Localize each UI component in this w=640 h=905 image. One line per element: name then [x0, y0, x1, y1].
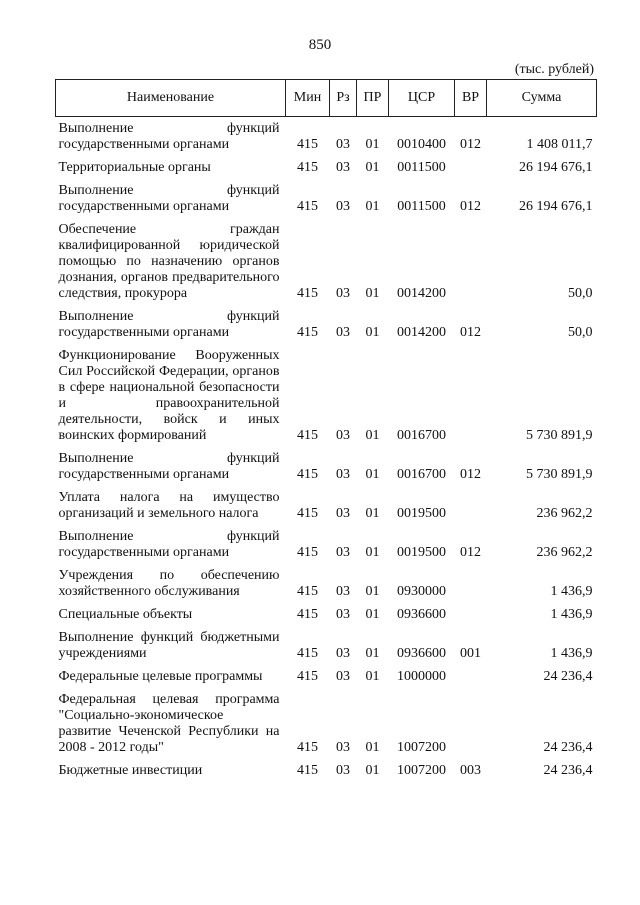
row-csr: 0014200	[397, 286, 446, 301]
table-row	[56, 756, 597, 779]
row-min: 415	[297, 160, 318, 175]
row-rz: 03	[336, 199, 350, 214]
header-min: Мин	[286, 80, 330, 117]
row-csr: 0014200	[397, 325, 446, 340]
row-pr: 01	[365, 740, 380, 755]
row-csr: 1007200	[397, 763, 446, 778]
table-header-row	[56, 80, 597, 117]
header-rz: Рз	[330, 80, 357, 117]
table-row	[56, 600, 597, 623]
header-vr: ВР	[455, 80, 487, 117]
header-sum: Сумма	[487, 80, 597, 117]
row-name: Федеральные целевые программы	[58, 669, 263, 684]
row-vr	[455, 662, 487, 685]
row-pr: 01	[365, 584, 380, 599]
row-sum: 1 436,9	[550, 646, 593, 661]
row-csr: 0019500	[397, 545, 446, 560]
header-name: Наименование	[56, 80, 286, 117]
row-vr: 003	[460, 763, 481, 778]
row-vr: 012	[460, 467, 481, 482]
row-name: Выполнение функций государственными органами	[58, 529, 280, 560]
row-min: 415	[297, 763, 318, 778]
table-row	[56, 522, 597, 561]
header-csr: ЦСР	[389, 80, 455, 117]
row-min: 415	[297, 137, 318, 152]
row-vr	[455, 153, 487, 176]
row-sum: 24 236,4	[543, 669, 593, 684]
row-rz: 03	[336, 740, 350, 755]
row-rz: 03	[336, 137, 350, 152]
row-vr	[455, 483, 487, 522]
row-name: Выполнение функций государственными органами	[58, 451, 280, 482]
row-min: 415	[297, 506, 318, 521]
row-min: 415	[297, 325, 318, 340]
row-rz: 03	[336, 325, 350, 340]
units-label: (тыс. рублей)	[514, 62, 594, 77]
row-name: Учреждения по обеспечению хозяйственного обслуживания	[58, 568, 280, 599]
row-pr: 01	[365, 428, 380, 443]
row-min: 415	[297, 646, 318, 661]
row-sum: 24 236,4	[543, 740, 593, 755]
row-rz: 03	[336, 646, 350, 661]
row-csr: 0011500	[397, 160, 446, 175]
row-rz: 03	[336, 584, 350, 599]
table-row	[56, 215, 597, 302]
row-pr: 01	[365, 137, 380, 152]
row-csr: 0011500	[397, 199, 446, 214]
header-pr: ПР	[357, 80, 389, 117]
row-vr	[455, 685, 487, 756]
row-vr: 012	[460, 325, 481, 340]
row-pr: 01	[365, 467, 380, 482]
table-row	[56, 444, 597, 483]
row-csr: 0930000	[397, 584, 446, 599]
row-name: Федеральная целевая программа "Социально-экономическое развитие Чеченской Республики на 2008 - 2012 годы"	[58, 692, 280, 755]
row-pr: 01	[365, 545, 380, 560]
row-vr	[455, 215, 487, 302]
row-min: 415	[297, 286, 318, 301]
row-min: 415	[297, 740, 318, 755]
row-sum: 50,0	[568, 325, 593, 340]
row-vr: 012	[460, 137, 481, 152]
row-sum: 50,0	[568, 286, 593, 301]
row-name: Выполнение функций государственными органами	[58, 183, 280, 214]
table-row	[56, 662, 597, 685]
table-row	[56, 341, 597, 444]
row-name: Уплата налога на имущество организаций и земельного налога	[58, 490, 280, 521]
row-min: 415	[297, 669, 318, 684]
table-row	[56, 176, 597, 215]
row-sum: 236 962,2	[536, 506, 593, 521]
row-rz: 03	[336, 428, 350, 443]
row-csr: 0936600	[397, 607, 446, 622]
row-min: 415	[297, 545, 318, 560]
row-vr: 012	[460, 199, 481, 214]
table-row	[56, 117, 597, 154]
row-rz: 03	[336, 545, 350, 560]
row-rz: 03	[336, 160, 350, 175]
row-sum: 236 962,2	[536, 545, 593, 560]
row-name: Обеспечение граждан квалифицированной юридической помощью по назначению органов дознания, органов предварительного следствия, прокурора	[58, 222, 280, 301]
row-rz: 03	[336, 467, 350, 482]
row-sum: 26 194 676,1	[519, 199, 593, 214]
row-sum: 5 730 891,9	[526, 428, 593, 443]
row-min: 415	[297, 199, 318, 214]
row-sum: 26 194 676,1	[519, 160, 593, 175]
row-rz: 03	[336, 607, 350, 622]
row-pr: 01	[365, 607, 380, 622]
row-rz: 03	[336, 506, 350, 521]
row-csr: 0019500	[397, 506, 446, 521]
row-csr: 1007200	[397, 740, 446, 755]
row-vr	[455, 341, 487, 444]
row-csr: 0010400	[397, 137, 446, 152]
row-pr: 01	[365, 160, 380, 175]
table-row	[56, 561, 597, 600]
row-vr: 012	[460, 545, 481, 560]
table-row	[56, 483, 597, 522]
row-rz: 03	[336, 763, 350, 778]
row-pr: 01	[365, 646, 380, 661]
row-csr: 0016700	[397, 467, 446, 482]
row-pr: 01	[365, 286, 380, 301]
row-min: 415	[297, 607, 318, 622]
table-body	[56, 117, 597, 780]
row-name: Территориальные органы	[58, 160, 211, 175]
row-name: Выполнение функций государственными органами	[58, 121, 280, 152]
page-number: 850	[308, 37, 332, 53]
row-vr: 001	[460, 646, 481, 661]
row-sum: 1 408 011,7	[526, 137, 593, 152]
row-csr: 0016700	[397, 428, 446, 443]
row-rz: 03	[336, 669, 350, 684]
row-min: 415	[297, 467, 318, 482]
row-pr: 01	[365, 199, 380, 214]
table-row	[56, 623, 597, 662]
table-row	[56, 685, 597, 756]
budget-table	[55, 79, 597, 779]
row-name: Выполнение функций государственными органами	[58, 309, 280, 340]
row-csr: 0936600	[397, 646, 446, 661]
row-min: 415	[297, 584, 318, 599]
row-min: 415	[297, 428, 318, 443]
row-vr	[455, 600, 487, 623]
row-sum: 1 436,9	[550, 584, 593, 599]
table-row	[56, 153, 597, 176]
row-rz: 03	[336, 286, 350, 301]
row-sum: 5 730 891,9	[526, 467, 593, 482]
row-sum: 1 436,9	[550, 607, 593, 622]
row-name: Выполнение функций бюджетными учреждениями	[58, 630, 280, 661]
row-pr: 01	[365, 506, 380, 521]
table-row	[56, 302, 597, 341]
row-name: Специальные объекты	[58, 607, 193, 622]
row-pr: 01	[365, 669, 380, 684]
row-csr: 1000000	[397, 669, 446, 684]
row-pr: 01	[365, 763, 380, 778]
row-name: Бюджетные инвестиции	[58, 763, 203, 778]
row-pr: 01	[365, 325, 380, 340]
row-name: Функционирование Вооруженных Сил Российской Федерации, органов в сфере национальной безопасности и правоохранительной деятельности, войск и иных воинских формирований	[58, 348, 280, 443]
row-sum: 24 236,4	[543, 763, 593, 778]
row-vr	[455, 561, 487, 600]
